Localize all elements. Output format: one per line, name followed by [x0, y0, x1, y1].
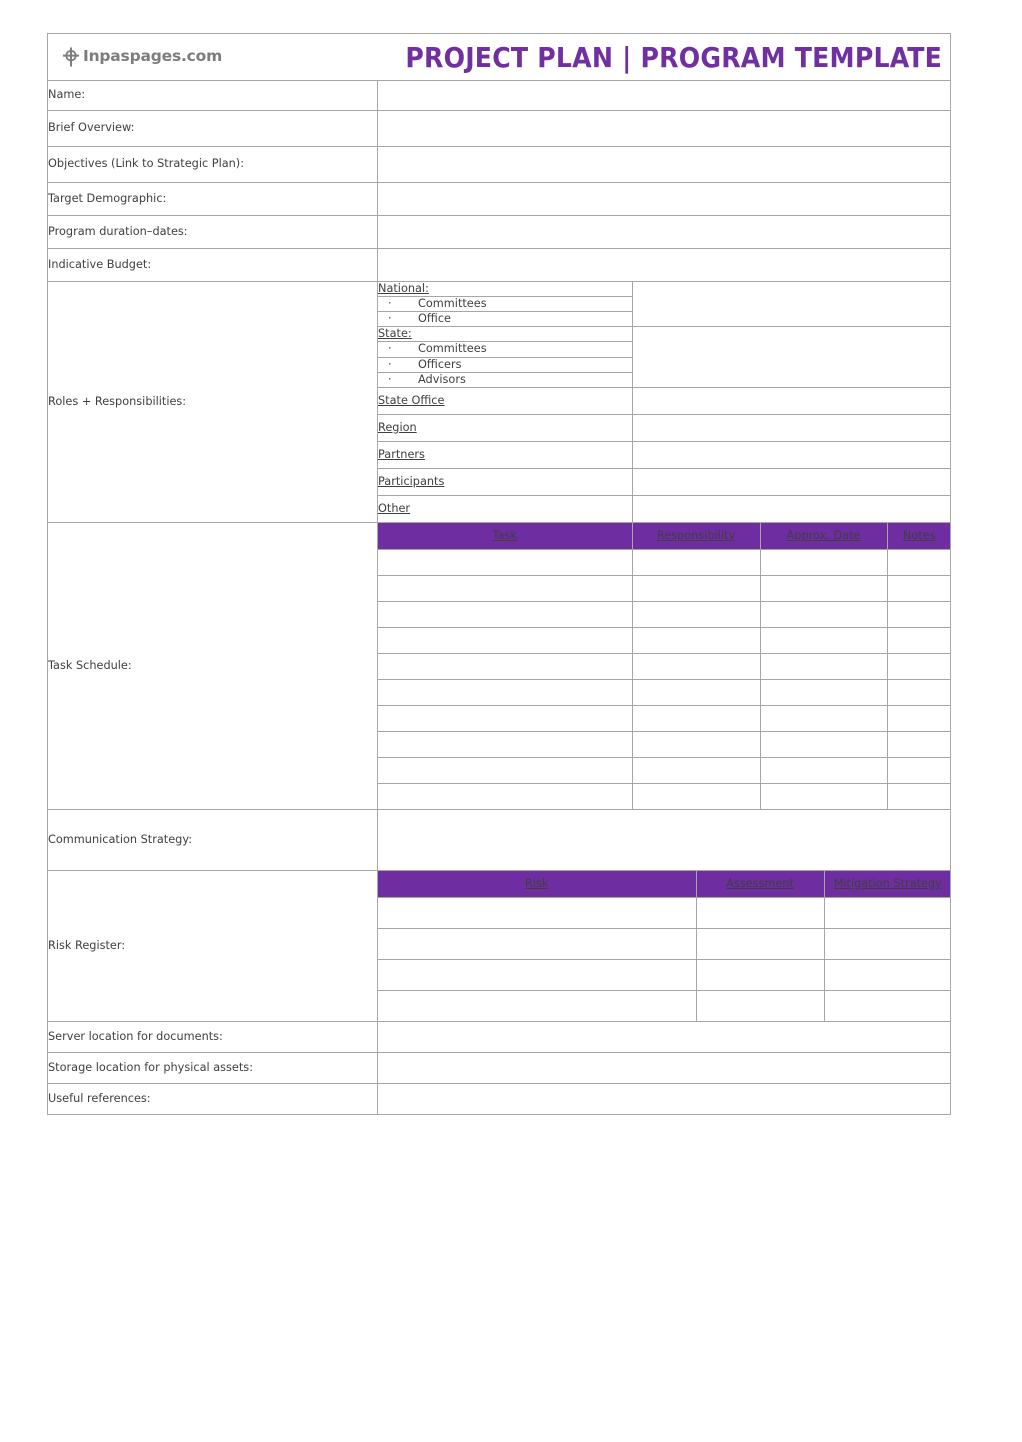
roles-row-national-heading — [378, 282, 951, 297]
task-cell-approx-date[interactable] — [760, 679, 887, 705]
task-cell-responsibility[interactable] — [632, 783, 760, 809]
risk-cell-assessment[interactable] — [696, 897, 824, 928]
field-input-useful-references[interactable] — [378, 1083, 951, 1114]
roles-value-participants[interactable] — [632, 468, 951, 495]
roles-row-partners — [378, 441, 951, 468]
task-cell-approx-date[interactable] — [760, 757, 887, 783]
task-schedule-row — [378, 705, 951, 731]
field-label-indicative-budget: Indicative Budget: — [48, 249, 378, 282]
task-cell-approx-date[interactable] — [760, 601, 887, 627]
risk-cell-risk[interactable] — [378, 928, 696, 959]
task-schedule-row — [378, 549, 951, 575]
field-input-program-duration[interactable] — [378, 216, 951, 249]
task-schedule-section-body — [378, 522, 951, 809]
roles-heading-state-office: State Office — [378, 387, 632, 414]
risk-register-section-body — [378, 870, 951, 1021]
task-cell-notes[interactable] — [887, 601, 951, 627]
field-row-useful-references — [48, 1083, 951, 1114]
task-cell-notes[interactable] — [887, 627, 951, 653]
task-cell-task[interactable] — [378, 653, 632, 679]
bullet-dot-icon: · — [388, 297, 392, 311]
roles-heading-state: State: — [378, 327, 632, 342]
field-input-objectives[interactable] — [378, 147, 951, 183]
header-cell — [48, 34, 951, 81]
task-cell-approx-date[interactable] — [760, 653, 887, 679]
task-schedule-col-approx-date: Approx. Date — [760, 523, 887, 550]
roles-item-national-office: · Office — [378, 312, 632, 327]
field-input-brief-overview[interactable] — [378, 111, 951, 147]
roles-row-state-heading — [378, 327, 951, 342]
task-cell-notes[interactable] — [887, 705, 951, 731]
roles-heading-participants: Participants — [378, 468, 632, 495]
roles-row-state-office — [378, 387, 951, 414]
field-row-program-duration — [48, 216, 951, 249]
task-cell-responsibility[interactable] — [632, 549, 760, 575]
field-row-objectives — [48, 147, 951, 183]
roles-item-national-committees: · Committees — [378, 297, 632, 312]
risk-col-assessment: Assessment — [696, 871, 824, 898]
brand-logo-group — [48, 46, 378, 68]
bullet-dot-icon: · — [388, 342, 392, 356]
task-schedule-table — [378, 523, 951, 809]
task-schedule-col-responsibility: Responsibility — [632, 523, 760, 550]
roles-value-state[interactable] — [632, 327, 951, 387]
roles-item-state-officers: · Officers — [378, 357, 632, 372]
task-cell-task[interactable] — [378, 549, 632, 575]
task-cell-task[interactable] — [378, 705, 632, 731]
task-cell-responsibility[interactable] — [632, 731, 760, 757]
field-row-brief-overview — [48, 111, 951, 147]
risk-register-row — [378, 990, 951, 1021]
roles-row-other — [378, 495, 951, 522]
field-row-server-location — [48, 1021, 951, 1052]
risk-cell-mitigation[interactable] — [824, 959, 951, 990]
field-label-useful-references: Useful references: — [48, 1083, 378, 1114]
roles-heading-region: Region — [378, 414, 632, 441]
risk-cell-mitigation[interactable] — [824, 897, 951, 928]
task-cell-task[interactable] — [378, 679, 632, 705]
risk-cell-assessment[interactable] — [696, 928, 824, 959]
task-cell-task[interactable] — [378, 783, 632, 809]
field-input-target-demographic[interactable] — [378, 183, 951, 216]
roles-item-state-committees: · Committees — [378, 342, 632, 357]
roles-item-state-advisors: · Advisors — [378, 372, 632, 387]
task-cell-responsibility[interactable] — [632, 653, 760, 679]
roles-section-row — [48, 282, 951, 523]
task-cell-responsibility[interactable] — [632, 757, 760, 783]
risk-cell-mitigation[interactable] — [824, 990, 951, 1021]
celtic-cross-circle-icon — [60, 46, 82, 68]
task-schedule-col-notes: Notes — [887, 523, 951, 550]
task-schedule-row — [378, 601, 951, 627]
field-row-name — [48, 81, 951, 111]
field-label-brief-overview: Brief Overview: — [48, 111, 378, 147]
task-cell-notes[interactable] — [887, 679, 951, 705]
document-header-row — [48, 34, 951, 81]
field-label-storage-location: Storage location for physical assets: — [48, 1052, 378, 1083]
task-cell-task[interactable] — [378, 627, 632, 653]
task-schedule-section-label: Task Schedule: — [48, 522, 378, 809]
risk-cell-assessment[interactable] — [696, 959, 824, 990]
risk-col-risk: Risk — [378, 871, 696, 898]
communication-strategy-label: Communication Strategy: — [48, 809, 378, 870]
roles-section-body — [378, 282, 951, 523]
risk-cell-risk[interactable] — [378, 897, 696, 928]
task-cell-notes[interactable] — [887, 575, 951, 601]
field-label-program-duration: Program duration–dates: — [48, 216, 378, 249]
brand-name: Inpaspages.com — [83, 47, 223, 66]
task-cell-approx-date[interactable] — [760, 549, 887, 575]
roles-value-other[interactable] — [632, 495, 951, 522]
roles-value-partners[interactable] — [632, 441, 951, 468]
task-schedule-header-row — [378, 523, 951, 550]
task-cell-notes[interactable] — [887, 731, 951, 757]
field-input-server-location[interactable] — [378, 1021, 951, 1052]
page-title: PROJECT PLAN | PROGRAM TEMPLATE — [405, 40, 943, 74]
task-cell-notes[interactable] — [887, 653, 951, 679]
document-page — [47, 33, 950, 1115]
task-schedule-row — [378, 757, 951, 783]
task-schedule-row — [378, 575, 951, 601]
task-cell-approx-date[interactable] — [760, 627, 887, 653]
field-input-storage-location[interactable] — [378, 1052, 951, 1083]
field-row-storage-location — [48, 1052, 951, 1083]
roles-section-label: Roles + Responsibilities: — [48, 282, 378, 523]
task-cell-notes[interactable] — [887, 549, 951, 575]
task-schedule-section-row — [48, 522, 951, 809]
risk-register-section-label: Risk Register: — [48, 870, 378, 1021]
risk-cell-risk[interactable] — [378, 990, 696, 1021]
field-input-indicative-budget[interactable] — [378, 249, 951, 282]
task-cell-approx-date[interactable] — [760, 575, 887, 601]
task-cell-responsibility[interactable] — [632, 575, 760, 601]
task-cell-task[interactable] — [378, 757, 632, 783]
roles-row-region — [378, 414, 951, 441]
risk-cell-risk[interactable] — [378, 959, 696, 990]
risk-register-row — [378, 928, 951, 959]
task-schedule-row — [378, 679, 951, 705]
communication-strategy-input[interactable] — [378, 809, 951, 870]
task-cell-approx-date[interactable] — [760, 731, 887, 757]
task-cell-approx-date[interactable] — [760, 705, 887, 731]
task-cell-notes[interactable] — [887, 757, 951, 783]
task-cell-task[interactable] — [378, 731, 632, 757]
roles-heading-other: Other — [378, 495, 632, 522]
field-label-name: Name: — [48, 81, 378, 111]
field-row-target-demographic — [48, 183, 951, 216]
roles-value-state-office[interactable] — [632, 387, 951, 414]
roles-table — [378, 282, 951, 522]
risk-register-header-row — [378, 871, 951, 898]
risk-register-section-row — [48, 870, 951, 1021]
roles-row-participants — [378, 468, 951, 495]
task-cell-notes[interactable] — [887, 783, 951, 809]
bullet-dot-icon: · — [388, 357, 392, 371]
project-plan-table — [47, 33, 951, 1115]
task-schedule-col-task: Task — [378, 523, 632, 550]
task-schedule-row — [378, 627, 951, 653]
bullet-dot-icon: · — [388, 312, 392, 326]
risk-cell-assessment[interactable] — [696, 990, 824, 1021]
roles-heading-partners: Partners — [378, 441, 632, 468]
field-row-indicative-budget — [48, 249, 951, 282]
task-schedule-row — [378, 783, 951, 809]
task-cell-responsibility[interactable] — [632, 601, 760, 627]
field-label-target-demographic: Target Demographic: — [48, 183, 378, 216]
task-cell-task[interactable] — [378, 575, 632, 601]
task-schedule-row — [378, 731, 951, 757]
field-label-objectives: Objectives (Link to Strategic Plan): — [48, 147, 378, 183]
task-schedule-row — [378, 653, 951, 679]
bullet-dot-icon: · — [388, 372, 392, 386]
field-input-name[interactable] — [378, 81, 951, 111]
field-label-server-location: Server location for documents: — [48, 1021, 378, 1052]
communication-strategy-row — [48, 809, 951, 870]
roles-value-national[interactable] — [632, 282, 951, 327]
risk-col-mitigation-strategy: Mitigation Strategy — [824, 871, 951, 898]
task-cell-responsibility[interactable] — [632, 705, 760, 731]
task-cell-task[interactable] — [378, 601, 632, 627]
roles-value-region[interactable] — [632, 414, 951, 441]
task-cell-responsibility[interactable] — [632, 679, 760, 705]
task-cell-approx-date[interactable] — [760, 783, 887, 809]
roles-heading-national: National: — [378, 282, 632, 297]
risk-register-table — [378, 871, 951, 1021]
risk-register-row — [378, 897, 951, 928]
task-cell-responsibility[interactable] — [632, 627, 760, 653]
risk-cell-mitigation[interactable] — [824, 928, 951, 959]
risk-register-row — [378, 959, 951, 990]
